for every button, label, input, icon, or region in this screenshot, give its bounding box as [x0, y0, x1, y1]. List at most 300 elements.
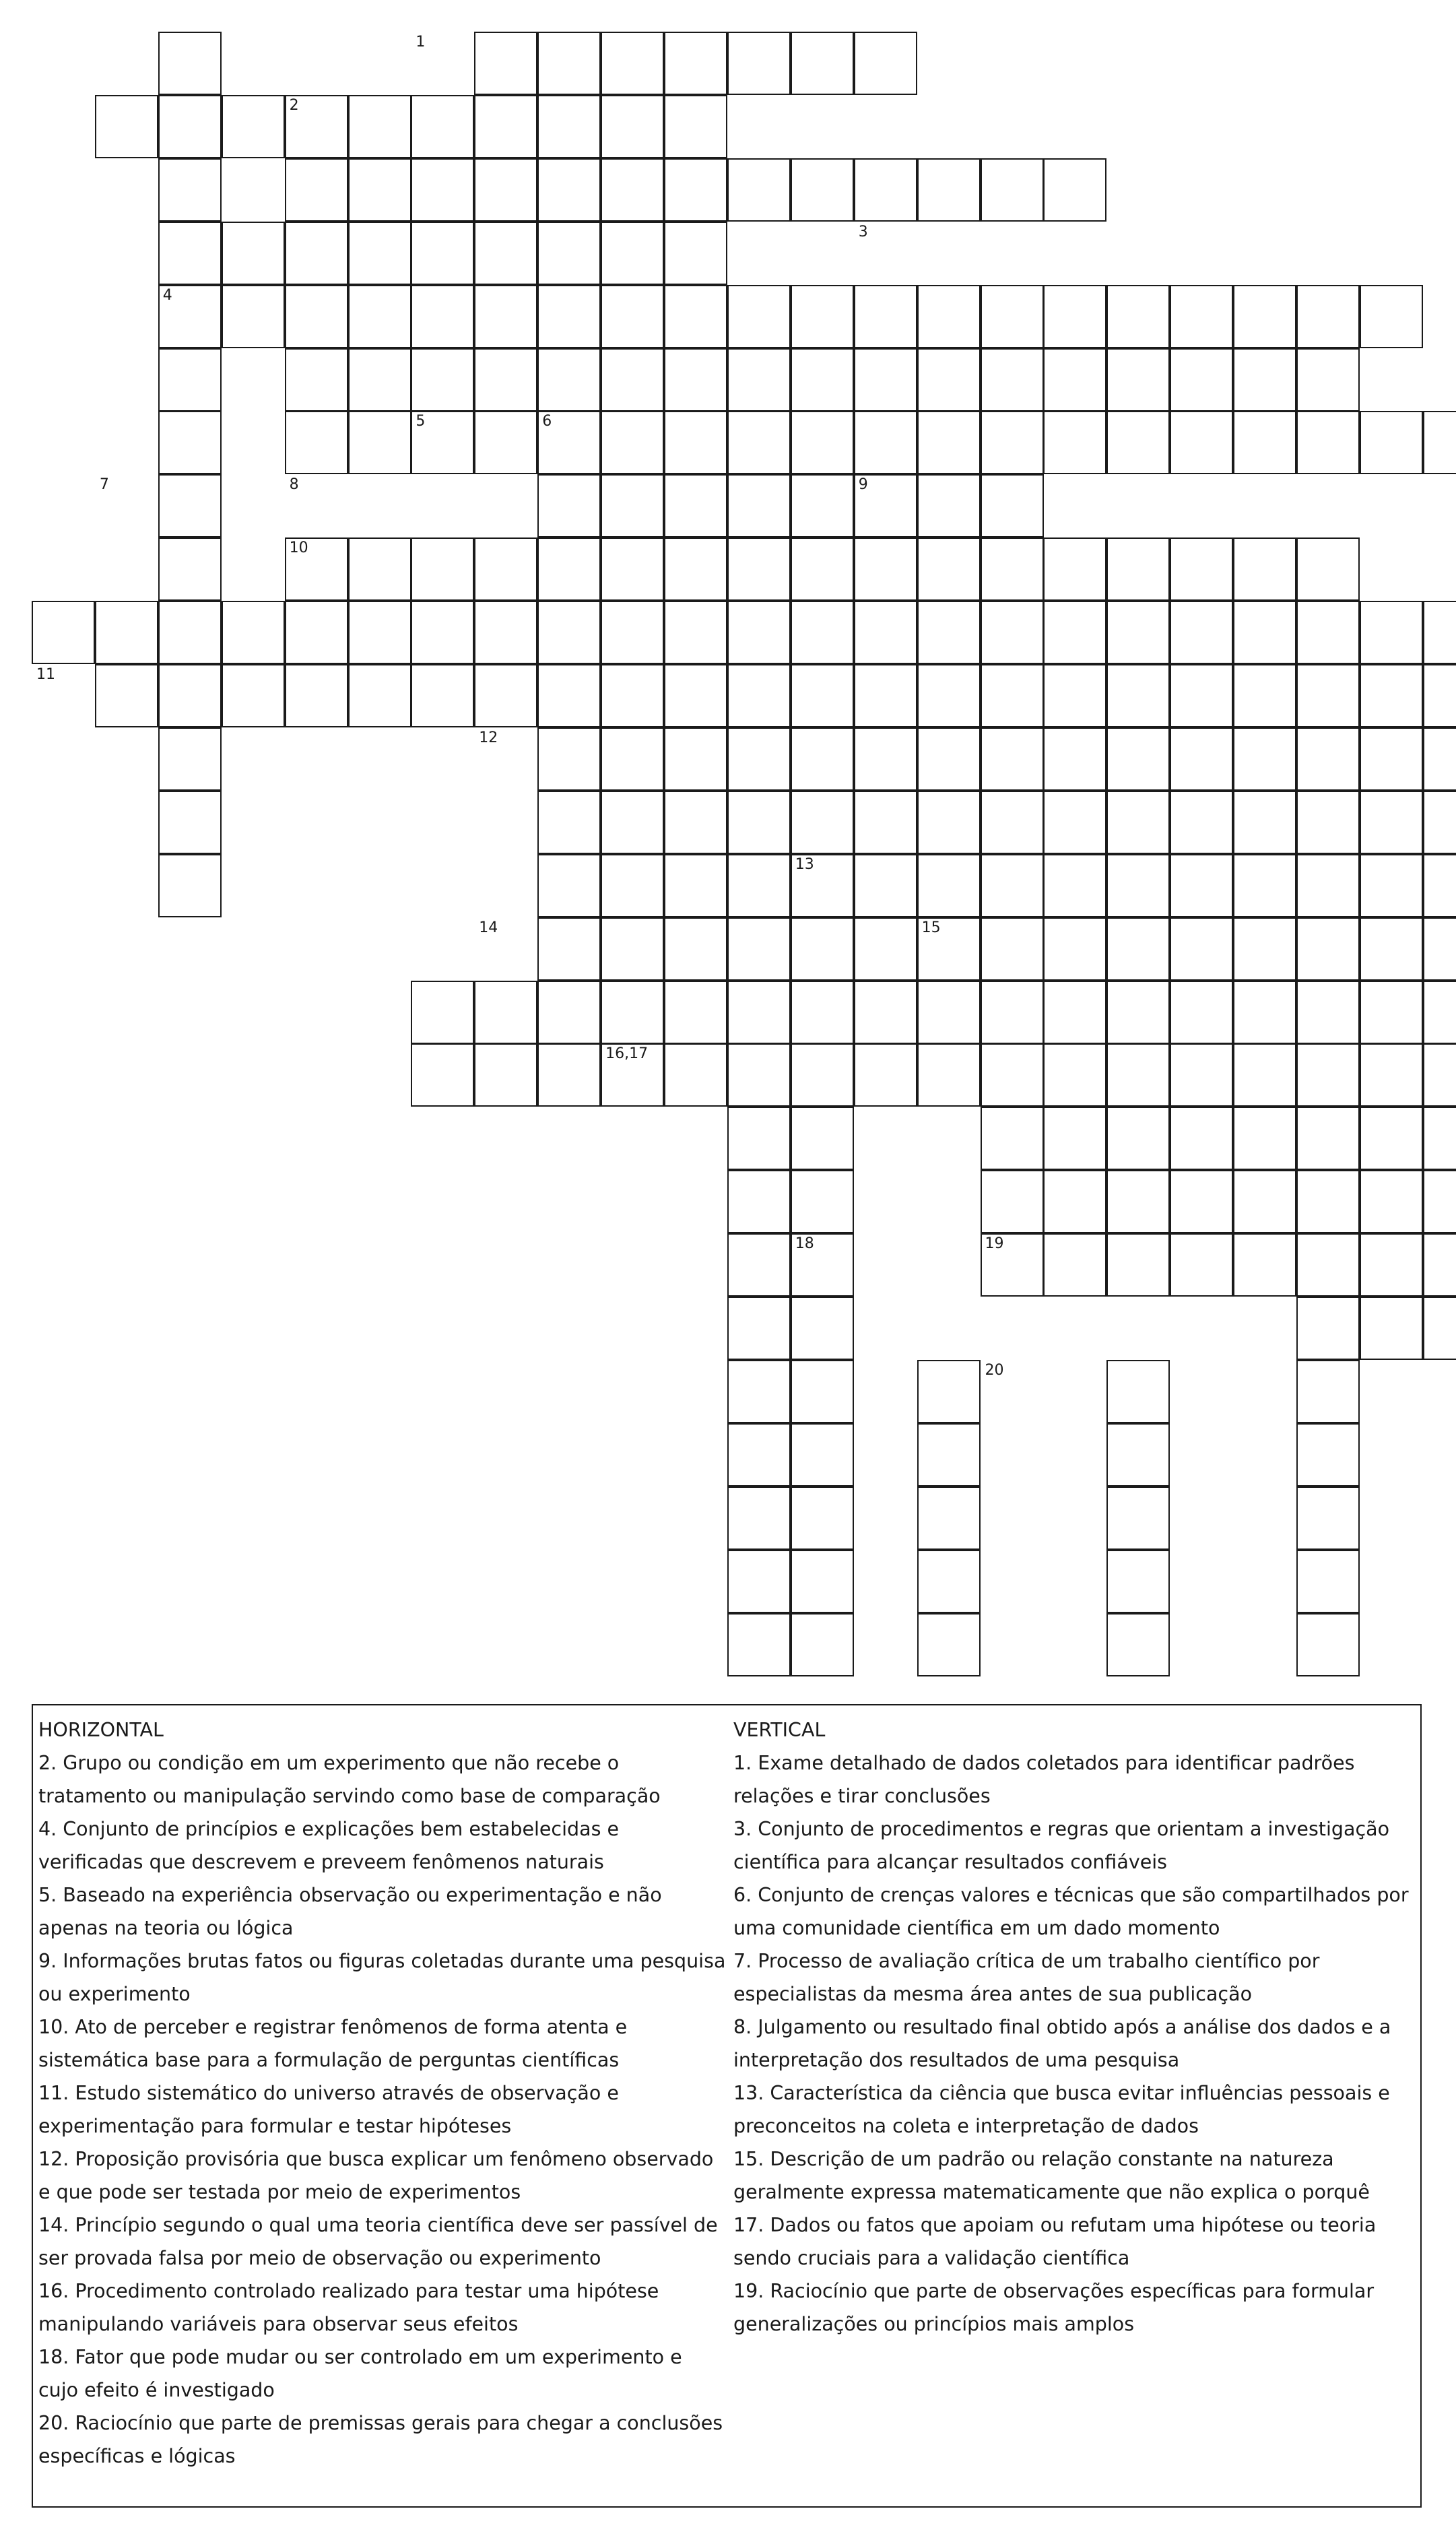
grid-cell[interactable]	[1106, 664, 1170, 727]
grid-cell[interactable]	[981, 601, 1044, 664]
grid-cell[interactable]	[95, 601, 158, 664]
grid-cell[interactable]	[791, 537, 854, 601]
grid-cell[interactable]	[158, 348, 222, 412]
grid-cell[interactable]	[1043, 348, 1106, 412]
grid-cell[interactable]	[474, 411, 537, 474]
grid-cell[interactable]	[791, 1360, 854, 1423]
grid-cell[interactable]	[537, 158, 601, 222]
grid-cell[interactable]	[1296, 1423, 1360, 1487]
grid-cell[interactable]	[348, 411, 411, 474]
grid-cell[interactable]	[1043, 791, 1106, 854]
grid-cell[interactable]	[1233, 1233, 1296, 1297]
grid-cell[interactable]	[1233, 854, 1296, 917]
grid-cell[interactable]	[664, 411, 727, 474]
grid-cell[interactable]	[537, 32, 601, 95]
grid-cell[interactable]	[664, 474, 727, 537]
grid-cell[interactable]	[1296, 1107, 1360, 1170]
grid-cell[interactable]	[601, 158, 664, 222]
grid-cell[interactable]	[1106, 1170, 1170, 1233]
grid-cell[interactable]	[1360, 981, 1423, 1044]
grid-cell[interactable]	[1233, 601, 1296, 664]
grid-cell[interactable]	[474, 1043, 537, 1107]
grid-cell[interactable]	[537, 727, 601, 791]
grid-cell[interactable]	[411, 664, 474, 727]
grid-cell[interactable]	[1423, 791, 1456, 854]
grid-cell[interactable]	[411, 95, 474, 158]
grid-cell[interactable]	[1296, 285, 1360, 348]
grid-cell[interactable]	[981, 664, 1044, 727]
grid-cell[interactable]	[981, 411, 1044, 474]
grid-cell[interactable]	[981, 981, 1044, 1044]
grid-cell[interactable]	[917, 601, 981, 664]
grid-cell[interactable]	[981, 285, 1044, 348]
grid-cell[interactable]	[1296, 1297, 1360, 1360]
grid-cell[interactable]	[601, 791, 664, 854]
grid-cell[interactable]	[285, 158, 348, 222]
grid-cell[interactable]	[601, 854, 664, 917]
grid-cell[interactable]	[1170, 411, 1233, 474]
grid-cell[interactable]	[537, 222, 601, 285]
grid-cell[interactable]	[791, 474, 854, 537]
grid-cell[interactable]	[348, 537, 411, 601]
grid-cell[interactable]	[981, 727, 1044, 791]
grid-cell[interactable]	[1106, 791, 1170, 854]
grid-cell[interactable]	[1360, 791, 1423, 854]
grid-cell[interactable]	[727, 917, 791, 981]
grid-cell[interactable]	[474, 285, 537, 348]
grid-cell[interactable]	[791, 1423, 854, 1487]
grid-cell[interactable]	[222, 222, 285, 285]
grid-cell[interactable]	[791, 1297, 854, 1360]
grid-cell[interactable]	[1360, 1297, 1423, 1360]
grid-cell[interactable]	[727, 1170, 791, 1233]
grid-cell[interactable]	[1360, 727, 1423, 791]
grid-cell[interactable]	[285, 664, 348, 727]
grid-cell[interactable]	[537, 917, 601, 981]
grid-cell[interactable]	[791, 791, 854, 854]
grid-cell[interactable]	[222, 601, 285, 664]
grid-cell[interactable]	[1360, 411, 1423, 474]
grid-cell[interactable]	[158, 222, 222, 285]
grid-cell[interactable]	[1106, 854, 1170, 917]
grid-cell[interactable]	[981, 1043, 1044, 1107]
grid-cell[interactable]	[917, 1487, 981, 1550]
grid-cell[interactable]	[664, 981, 727, 1044]
grid-cell[interactable]	[1043, 411, 1106, 474]
grid-cell[interactable]	[727, 411, 791, 474]
grid-cell[interactable]	[1106, 537, 1170, 601]
grid-cell[interactable]	[854, 1043, 917, 1107]
grid-cell[interactable]	[854, 854, 917, 917]
grid-cell[interactable]	[1296, 1550, 1360, 1613]
grid-cell[interactable]	[1170, 791, 1233, 854]
grid-cell[interactable]	[917, 981, 981, 1044]
grid-cell[interactable]	[601, 981, 664, 1044]
grid-cell[interactable]	[285, 348, 348, 412]
grid-cell[interactable]	[1423, 1043, 1456, 1107]
grid-cell[interactable]	[981, 917, 1044, 981]
grid-cell[interactable]	[474, 601, 537, 664]
grid-cell[interactable]	[791, 285, 854, 348]
grid-cell[interactable]	[474, 348, 537, 412]
grid-cell[interactable]	[1360, 1233, 1423, 1297]
grid-cell[interactable]	[222, 285, 285, 348]
grid-cell[interactable]	[917, 1550, 981, 1613]
grid-cell[interactable]	[158, 664, 222, 727]
grid-cell[interactable]	[981, 158, 1044, 222]
grid-cell[interactable]	[1296, 664, 1360, 727]
grid-cell[interactable]	[854, 727, 917, 791]
grid-cell[interactable]	[1170, 1170, 1233, 1233]
grid-cell[interactable]	[158, 158, 222, 222]
grid-cell[interactable]	[727, 727, 791, 791]
grid-cell[interactable]	[285, 285, 348, 348]
grid-cell[interactable]	[1423, 1170, 1456, 1233]
grid-cell[interactable]	[601, 664, 664, 727]
grid-cell[interactable]	[917, 1043, 981, 1107]
grid-cell[interactable]	[664, 854, 727, 917]
grid-cell[interactable]	[1233, 917, 1296, 981]
grid-cell[interactable]	[158, 727, 222, 791]
grid-cell[interactable]	[917, 158, 981, 222]
grid-cell[interactable]	[411, 222, 474, 285]
grid-cell[interactable]	[1043, 537, 1106, 601]
grid-cell[interactable]	[1233, 285, 1296, 348]
grid-cell[interactable]	[1296, 601, 1360, 664]
grid-cell[interactable]	[1296, 981, 1360, 1044]
grid-cell[interactable]	[1233, 1107, 1296, 1170]
grid-cell[interactable]	[727, 158, 791, 222]
grid-cell[interactable]	[537, 348, 601, 412]
grid-cell[interactable]	[727, 1550, 791, 1613]
grid-cell[interactable]	[791, 917, 854, 981]
grid-cell[interactable]	[1106, 1550, 1170, 1613]
grid-cell[interactable]	[411, 158, 474, 222]
grid-cell[interactable]	[1170, 981, 1233, 1044]
grid-cell[interactable]	[791, 32, 854, 95]
grid-cell[interactable]	[537, 981, 601, 1044]
grid-cell[interactable]	[1423, 601, 1456, 664]
grid-cell[interactable]	[1423, 854, 1456, 917]
grid-cell[interactable]	[727, 1613, 791, 1676]
grid-cell[interactable]	[664, 158, 727, 222]
grid-cell[interactable]	[1423, 664, 1456, 727]
grid-cell[interactable]	[791, 981, 854, 1044]
grid-cell[interactable]	[1106, 1360, 1170, 1423]
grid-cell[interactable]	[664, 791, 727, 854]
grid-cell[interactable]	[791, 1487, 854, 1550]
grid-cell[interactable]	[158, 601, 222, 664]
grid-cell[interactable]	[727, 1423, 791, 1487]
grid-cell[interactable]	[854, 285, 917, 348]
grid-cell[interactable]	[1360, 664, 1423, 727]
grid-cell[interactable]	[917, 664, 981, 727]
grid-cell[interactable]	[727, 537, 791, 601]
grid-cell[interactable]	[854, 411, 917, 474]
grid-cell[interactable]	[95, 664, 158, 727]
grid-cell[interactable]	[1360, 1043, 1423, 1107]
grid-cell[interactable]	[474, 158, 537, 222]
grid-cell[interactable]	[727, 1360, 791, 1423]
grid-cell[interactable]	[1233, 981, 1296, 1044]
grid-cell[interactable]	[348, 285, 411, 348]
grid-cell[interactable]	[664, 537, 727, 601]
grid-cell[interactable]	[917, 1423, 981, 1487]
grid-cell[interactable]	[537, 601, 601, 664]
grid-cell[interactable]	[474, 222, 537, 285]
grid-cell[interactable]	[1170, 1107, 1233, 1170]
grid-cell[interactable]	[791, 348, 854, 412]
grid-cell[interactable]	[727, 601, 791, 664]
grid-cell[interactable]	[1296, 411, 1360, 474]
grid-cell[interactable]	[727, 664, 791, 727]
grid-cell[interactable]	[727, 1043, 791, 1107]
grid-cell[interactable]	[1043, 1170, 1106, 1233]
grid-cell[interactable]	[1106, 1107, 1170, 1170]
grid-cell[interactable]	[727, 474, 791, 537]
grid-cell[interactable]	[1106, 1233, 1170, 1297]
grid-cell[interactable]	[917, 727, 981, 791]
grid-cell[interactable]	[1043, 854, 1106, 917]
grid-cell[interactable]	[1106, 981, 1170, 1044]
grid-cell[interactable]	[854, 981, 917, 1044]
grid-cell[interactable]	[1296, 854, 1360, 917]
grid-cell[interactable]	[664, 348, 727, 412]
grid-cell[interactable]	[917, 285, 981, 348]
grid-cell[interactable]	[981, 537, 1044, 601]
grid-cell[interactable]	[1360, 854, 1423, 917]
grid-cell[interactable]	[791, 1613, 854, 1676]
grid-cell[interactable]	[348, 601, 411, 664]
grid-cell[interactable]	[917, 791, 981, 854]
grid-cell[interactable]	[1170, 348, 1233, 412]
grid-cell[interactable]	[1106, 411, 1170, 474]
grid-cell[interactable]	[285, 222, 348, 285]
grid-cell[interactable]	[791, 601, 854, 664]
grid-cell[interactable]	[1106, 601, 1170, 664]
grid-cell[interactable]	[1360, 601, 1423, 664]
grid-cell[interactable]	[664, 32, 727, 95]
grid-cell[interactable]	[854, 664, 917, 727]
grid-cell[interactable]	[411, 1043, 474, 1107]
grid-cell[interactable]	[1296, 917, 1360, 981]
grid-cell[interactable]	[917, 1613, 981, 1676]
grid-cell[interactable]	[1296, 537, 1360, 601]
grid-cell[interactable]	[158, 474, 222, 537]
grid-cell[interactable]	[727, 348, 791, 412]
grid-cell[interactable]	[285, 411, 348, 474]
grid-cell[interactable]	[1296, 348, 1360, 412]
grid-cell[interactable]	[664, 917, 727, 981]
grid-cell[interactable]	[158, 791, 222, 854]
grid-cell[interactable]	[1170, 917, 1233, 981]
grid-cell[interactable]	[601, 537, 664, 601]
grid-cell[interactable]	[1106, 285, 1170, 348]
grid-cell[interactable]	[981, 1107, 1044, 1170]
grid-cell[interactable]	[348, 348, 411, 412]
grid-cell[interactable]	[601, 474, 664, 537]
grid-cell[interactable]	[727, 981, 791, 1044]
grid-cell[interactable]	[1233, 727, 1296, 791]
grid-cell[interactable]	[854, 601, 917, 664]
grid-cell[interactable]	[1423, 1107, 1456, 1170]
grid-cell[interactable]	[474, 664, 537, 727]
grid-cell[interactable]	[411, 537, 474, 601]
grid-cell[interactable]	[791, 664, 854, 727]
grid-cell[interactable]	[981, 348, 1044, 412]
grid-cell[interactable]	[348, 95, 411, 158]
grid-cell[interactable]	[285, 601, 348, 664]
grid-cell[interactable]	[1170, 664, 1233, 727]
grid-cell[interactable]	[601, 95, 664, 158]
grid-cell[interactable]	[1043, 1043, 1106, 1107]
grid-cell[interactable]	[1423, 1297, 1456, 1360]
grid-cell[interactable]	[537, 854, 601, 917]
grid-cell[interactable]	[1043, 664, 1106, 727]
grid-cell[interactable]	[1043, 917, 1106, 981]
grid-cell[interactable]	[664, 222, 727, 285]
grid-cell[interactable]	[537, 537, 601, 601]
grid-cell[interactable]	[1296, 1170, 1360, 1233]
grid-cell[interactable]	[95, 95, 158, 158]
grid-cell[interactable]	[1360, 285, 1423, 348]
grid-cell[interactable]	[727, 285, 791, 348]
grid-cell[interactable]	[1170, 854, 1233, 917]
grid-cell[interactable]	[601, 32, 664, 95]
grid-cell[interactable]	[854, 348, 917, 412]
grid-cell[interactable]	[537, 1043, 601, 1107]
grid-cell[interactable]	[601, 411, 664, 474]
grid-cell[interactable]	[1360, 1170, 1423, 1233]
grid-cell[interactable]	[411, 981, 474, 1044]
grid-cell[interactable]	[1296, 1613, 1360, 1676]
grid-cell[interactable]	[474, 95, 537, 158]
grid-cell[interactable]	[348, 158, 411, 222]
grid-cell[interactable]	[1043, 158, 1106, 222]
grid-cell[interactable]	[854, 537, 917, 601]
grid-cell[interactable]	[158, 854, 222, 917]
grid-cell[interactable]	[1170, 727, 1233, 791]
grid-cell[interactable]	[1106, 1613, 1170, 1676]
grid-cell[interactable]	[1233, 411, 1296, 474]
grid-cell[interactable]	[854, 32, 917, 95]
grid-cell[interactable]	[791, 158, 854, 222]
grid-cell[interactable]	[727, 1297, 791, 1360]
grid-cell[interactable]	[727, 1233, 791, 1297]
grid-cell[interactable]	[791, 1550, 854, 1613]
grid-cell[interactable]	[601, 222, 664, 285]
grid-cell[interactable]	[854, 917, 917, 981]
grid-cell[interactable]	[1043, 727, 1106, 791]
grid-cell[interactable]	[1170, 537, 1233, 601]
grid-cell[interactable]	[1296, 1043, 1360, 1107]
grid-cell[interactable]	[1106, 1487, 1170, 1550]
grid-cell[interactable]	[1296, 791, 1360, 854]
grid-cell[interactable]	[411, 348, 474, 412]
grid-cell[interactable]	[1233, 791, 1296, 854]
grid-cell[interactable]	[1233, 1170, 1296, 1233]
grid-cell[interactable]	[1106, 1423, 1170, 1487]
grid-cell[interactable]	[664, 664, 727, 727]
grid-cell[interactable]	[917, 854, 981, 917]
grid-cell[interactable]	[1296, 1487, 1360, 1550]
grid-cell[interactable]	[411, 601, 474, 664]
grid-cell[interactable]	[917, 411, 981, 474]
grid-cell[interactable]	[1233, 348, 1296, 412]
grid-cell[interactable]	[1043, 285, 1106, 348]
grid-cell[interactable]	[981, 854, 1044, 917]
grid-cell[interactable]	[1170, 1043, 1233, 1107]
grid-cell[interactable]	[1423, 981, 1456, 1044]
grid-cell[interactable]	[1170, 601, 1233, 664]
grid-cell[interactable]	[917, 537, 981, 601]
grid-cell[interactable]	[222, 95, 285, 158]
grid-cell[interactable]	[601, 917, 664, 981]
grid-cell[interactable]	[854, 791, 917, 854]
grid-cell[interactable]	[1106, 727, 1170, 791]
grid-cell[interactable]	[1423, 727, 1456, 791]
grid-cell[interactable]	[727, 854, 791, 917]
grid-cell[interactable]	[158, 537, 222, 601]
grid-cell[interactable]	[1233, 1043, 1296, 1107]
grid-cell[interactable]	[791, 1043, 854, 1107]
grid-cell[interactable]	[474, 32, 537, 95]
grid-cell[interactable]	[981, 474, 1044, 537]
grid-cell[interactable]	[1296, 1360, 1360, 1423]
grid-cell[interactable]	[1423, 411, 1456, 474]
grid-cell[interactable]	[854, 158, 917, 222]
grid-cell[interactable]	[537, 664, 601, 727]
grid-cell[interactable]	[1233, 664, 1296, 727]
grid-cell[interactable]	[474, 537, 537, 601]
grid-cell[interactable]	[158, 95, 222, 158]
grid-cell[interactable]	[664, 727, 727, 791]
grid-cell[interactable]	[1170, 285, 1233, 348]
grid-cell[interactable]	[1043, 601, 1106, 664]
grid-cell[interactable]	[601, 601, 664, 664]
grid-cell[interactable]	[917, 1360, 981, 1423]
grid-cell[interactable]	[32, 601, 95, 664]
grid-cell[interactable]	[537, 474, 601, 537]
grid-cell[interactable]	[981, 1170, 1044, 1233]
grid-cell[interactable]	[158, 32, 222, 95]
grid-cell[interactable]	[1423, 917, 1456, 981]
grid-cell[interactable]	[537, 791, 601, 854]
grid-cell[interactable]	[1360, 917, 1423, 981]
grid-cell[interactable]	[601, 348, 664, 412]
grid-cell[interactable]	[1106, 917, 1170, 981]
grid-cell[interactable]	[537, 95, 601, 158]
grid-cell[interactable]	[601, 727, 664, 791]
grid-cell[interactable]	[791, 411, 854, 474]
grid-cell[interactable]	[411, 285, 474, 348]
grid-cell[interactable]	[791, 1170, 854, 1233]
grid-cell[interactable]	[158, 411, 222, 474]
grid-cell[interactable]	[1233, 537, 1296, 601]
grid-cell[interactable]	[537, 285, 601, 348]
grid-cell[interactable]	[348, 664, 411, 727]
grid-cell[interactable]	[981, 791, 1044, 854]
grid-cell[interactable]	[727, 1107, 791, 1170]
grid-cell[interactable]	[474, 981, 537, 1044]
grid-cell[interactable]	[1043, 981, 1106, 1044]
grid-cell[interactable]	[664, 601, 727, 664]
grid-cell[interactable]	[917, 348, 981, 412]
grid-cell[interactable]	[1043, 1107, 1106, 1170]
grid-cell[interactable]	[1296, 727, 1360, 791]
grid-cell[interactable]	[1170, 1233, 1233, 1297]
grid-cell[interactable]	[791, 1107, 854, 1170]
